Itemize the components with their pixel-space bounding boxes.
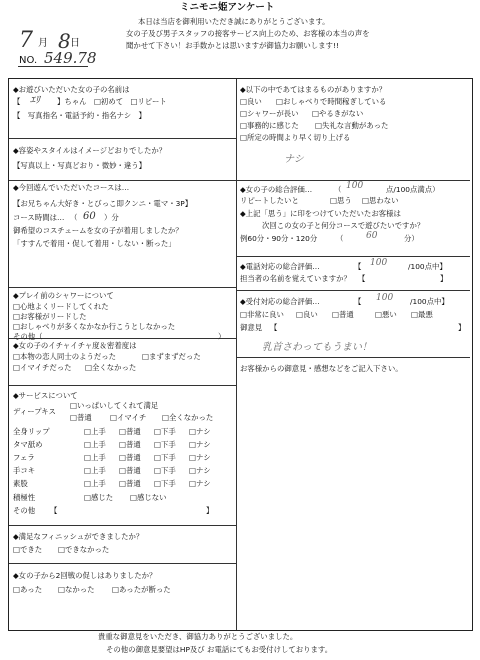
r2-repeat-yes[interactable]: □思う <box>330 196 352 205</box>
r2-score-unit: 点/100点満点） <box>386 185 440 194</box>
column-divider <box>236 79 237 630</box>
service-option-nashi[interactable]: □ナシ <box>189 440 211 449</box>
q8-option-1[interactable]: □あった <box>13 585 43 594</box>
r1-title: ◆以下の中であてはまるものがありますか？ <box>240 85 387 94</box>
q3-course-options[interactable]: 【お兄ちゃん大好き・とびっこ即クンニ・電マ・3P】 <box>13 199 193 208</box>
r1-option-4[interactable]: □やるきがない <box>312 109 364 118</box>
r3-title: ◆電話対応の総合評価… <box>240 262 320 271</box>
right-divider-4 <box>237 357 470 358</box>
q5-title: ◆女の子のイチャイチャ度＆密着度は <box>13 341 137 350</box>
service-option-jouzu[interactable]: □上手 <box>84 440 106 449</box>
service-option-heta[interactable]: □下手 <box>154 479 176 488</box>
record-number-label: NO. <box>19 55 38 66</box>
service-option-futsuu[interactable]: □普通 <box>119 479 141 488</box>
q3-time-value[interactable]: 60 <box>83 211 96 222</box>
record-number-underline <box>18 66 88 67</box>
r4-option-5[interactable]: □最悪 <box>411 310 433 319</box>
r1-option-7[interactable]: □所定の時間より早く切り上げる <box>240 133 351 142</box>
header-line-1: 本日は当店を御利用いただき誠にありがとうございます。 <box>138 17 330 26</box>
r2-question-line-1: ◆上記「思う」に印をつけていただいたお客様は <box>240 209 401 218</box>
q3-time-open: （ <box>70 213 78 222</box>
right-divider-2 <box>237 256 470 257</box>
r3-score-value[interactable]: 100 <box>370 258 388 268</box>
r4-score-unit: /100点中】 <box>410 297 449 306</box>
q1-name-close: 】ちゃん □初めて □リピート <box>57 97 167 106</box>
service-option-futsuu[interactable]: □普通 <box>119 427 141 436</box>
deep-kiss-label: ディープキス <box>13 407 56 416</box>
service-option-nashi[interactable]: □ナシ <box>189 479 211 488</box>
r4-option-1[interactable]: □非常に良い <box>240 310 284 319</box>
r4-score-value[interactable]: 100 <box>376 293 394 303</box>
r3-staff-open: 【 <box>358 274 366 283</box>
service-option-nashi[interactable]: □ナシ <box>189 427 211 436</box>
q7-option-1[interactable]: □できた <box>13 545 43 554</box>
r2-minutes-value[interactable]: 60 <box>366 231 378 241</box>
q4-option-3[interactable]: □おしゃべりが多くなかなか行こうとしなかった <box>13 322 176 331</box>
q2-options[interactable]: 【写真以上・写真どおり・微妙・違う】 <box>13 161 147 170</box>
q5-option-2[interactable]: □まずまずだった <box>142 352 201 361</box>
r2-title: ◆女の子の総合評価… <box>240 185 313 194</box>
q7-title: ◆満足なフィニッシュができましたか？ <box>13 532 144 541</box>
r3-score-open: 【 <box>354 262 362 271</box>
service-row-label: 全身リップ <box>13 427 50 436</box>
q1-title: ◆お遊びいただいた女の子の名前は <box>13 85 130 94</box>
service-option-jouzu[interactable]: □上手 <box>84 427 106 436</box>
header-line-3: 聞かせて下さい！お手数かとは思いますが御協力お願いします!! <box>126 41 339 50</box>
r3-staff-close: 】 <box>440 274 448 283</box>
q4-option-1[interactable]: □心地よくリードしてくれた <box>13 302 109 311</box>
deep-kiss-option-3[interactable]: □イマイチ <box>110 413 147 422</box>
left-divider-4 <box>9 338 236 339</box>
service-option-jouzu[interactable]: □上手 <box>84 453 106 462</box>
r2-minutes-options: 例60分・90分・120分 <box>240 234 318 243</box>
q5-option-4[interactable]: □全くなかった <box>85 363 137 372</box>
r3-score-unit: /100点中】 <box>408 262 447 271</box>
r2-score-open: （ <box>334 185 342 194</box>
service-option-futsuu[interactable]: □普通 <box>119 453 141 462</box>
r1-option-6[interactable]: □失礼な言動があった <box>315 121 389 130</box>
header-line-2: 女の子及び男子スタッフの接客サービス向上のため、お客様の本当の声を <box>126 29 370 38</box>
r2-repeat-no[interactable]: □思わない <box>362 196 399 205</box>
q5-option-3[interactable]: □イマイチだった <box>13 363 72 372</box>
q3-time-label: コース時間は… <box>13 213 65 222</box>
q1-name-open: 【 <box>13 97 21 106</box>
service-option-heta[interactable]: □下手 <box>154 466 176 475</box>
service-other-close: 】 <box>206 506 214 515</box>
r4-option-4[interactable]: □悪い <box>375 310 397 319</box>
q8-title: ◆女の子から2回戦の促しはありましたか？ <box>13 571 157 580</box>
right-divider-3 <box>237 290 470 291</box>
service-row-label: タマ舐め <box>13 440 43 449</box>
r1-option-3[interactable]: □シャワーが長い <box>240 109 299 118</box>
r4-title: ◆受付対応の総合評価… <box>240 297 320 306</box>
q8-option-3[interactable]: □あったが断った <box>112 585 171 594</box>
r4-option-2[interactable]: □良い <box>296 310 318 319</box>
q8-option-2[interactable]: □なかった <box>58 585 95 594</box>
service-option-heta[interactable]: □下手 <box>154 440 176 449</box>
r1-option-2[interactable]: □おしゃべりで時間稼ぎしている <box>276 97 387 106</box>
service-other-label: その他 <box>13 506 36 515</box>
service-row-label: フェラ <box>13 453 35 462</box>
q5-option-1[interactable]: □本物の恋人同士のようだった <box>13 352 117 361</box>
left-divider-1 <box>9 138 236 139</box>
r1-handwritten-note: ナシ <box>284 154 304 165</box>
left-divider-7 <box>9 563 236 564</box>
q4-other-label: その他（ <box>13 332 43 341</box>
r2-repeat-label: リピートしたいと <box>240 196 299 205</box>
r1-option-5[interactable]: □事務的に感じた <box>240 121 299 130</box>
date-month-label: 月 <box>38 38 48 49</box>
q3-title: ◆今回遊んでいただいたコースは… <box>13 183 130 192</box>
date-month-value: 7 <box>19 28 33 53</box>
date-day-value: 8 <box>58 29 71 53</box>
survey-title: ミニモニ姫アンケート <box>180 2 275 13</box>
q3-costume-options[interactable]: 「すすんで着用・促して着用・しない・断った」 <box>13 239 176 248</box>
q4-option-2[interactable]: □お客様がリードした <box>13 312 87 321</box>
left-divider-5 <box>9 385 236 386</box>
q2-title: ◆容姿やスタイルはイメージどおりでしたか？ <box>13 146 167 155</box>
q4-other-close: ） <box>218 332 226 341</box>
deep-kiss-option-2[interactable]: □普通 <box>70 413 92 422</box>
r2-minutes-close: 分） <box>404 234 419 243</box>
left-divider-2 <box>9 180 236 181</box>
service-option-jouzu[interactable]: □上手 <box>84 479 106 488</box>
q6-title: ◆サービスについて <box>13 391 78 400</box>
service-option-heta[interactable]: □下手 <box>154 427 176 436</box>
service-option-futsuu[interactable]: □普通 <box>119 466 141 475</box>
left-divider-3 <box>9 287 236 288</box>
r4-handwritten-opinion: 乳首さわってもうまい！ <box>262 342 372 353</box>
initiative-label: 積極性 <box>13 493 36 502</box>
r4-score-open: 【 <box>354 297 362 306</box>
service-option-nashi[interactable]: □ナシ <box>189 453 211 462</box>
service-option-heta[interactable]: □下手 <box>154 453 176 462</box>
initiative-option-2[interactable]: □感じない <box>130 493 167 502</box>
footer-line-2: その他の御意見要望はHP及び お電話にてもお受付けしております。 <box>106 645 333 654</box>
q1-booking-options[interactable]: 【 写真指名・電話予約・指名ナシ 】 <box>13 111 146 120</box>
deep-kiss-option-1[interactable]: □いっぱいしてくれて満足 <box>70 401 159 410</box>
service-option-jouzu[interactable]: □上手 <box>84 466 106 475</box>
footer-line-1: 貴重な御意見をいただき、御協力ありがとうございました。 <box>98 632 298 641</box>
r1-option-1[interactable]: □良い <box>240 97 262 106</box>
r4-option-3[interactable]: □普通 <box>332 310 354 319</box>
service-row-label: 素股 <box>13 479 28 488</box>
r3-staff-question: 担当者の名前を覚えていますか？ <box>240 274 351 283</box>
service-row-label: 手コキ <box>13 466 36 475</box>
q3-time-unit: ）分 <box>104 213 119 222</box>
deep-kiss-option-4[interactable]: □全くなかった <box>162 413 214 422</box>
r4-opinion-label: 御意見 <box>240 323 263 332</box>
q7-option-2[interactable]: □できなかった <box>58 545 110 554</box>
q3-costume-question: 御希望のコスチュームを女の子が着用しましたか？ <box>13 226 183 235</box>
r2-question-line-2: 次回この女の子と何分コースで遊びたいですか？ <box>262 221 425 230</box>
r5-free-comment-prompt: お客様からの御意見・感想などをご記入下さい。 <box>240 364 403 373</box>
q4-title: ◆プレイ前のシャワーについて <box>13 291 114 300</box>
service-option-futsuu[interactable]: □普通 <box>119 440 141 449</box>
r4-opinion-close: 】 <box>458 323 466 332</box>
q1-name-value[interactable]: ｴﾘ <box>30 95 40 106</box>
r4-opinion-open: 【 <box>270 323 278 332</box>
r2-score-value[interactable]: 100 <box>346 181 364 191</box>
service-other-open: 【 <box>50 506 58 515</box>
date-day-label: 日 <box>70 38 80 49</box>
initiative-option-1[interactable]: □感じた <box>84 493 114 502</box>
r2-minutes-open: （ <box>336 234 344 243</box>
left-divider-6 <box>9 525 236 526</box>
record-number-value: 549.78 <box>44 49 97 67</box>
service-option-nashi[interactable]: □ナシ <box>189 466 211 475</box>
